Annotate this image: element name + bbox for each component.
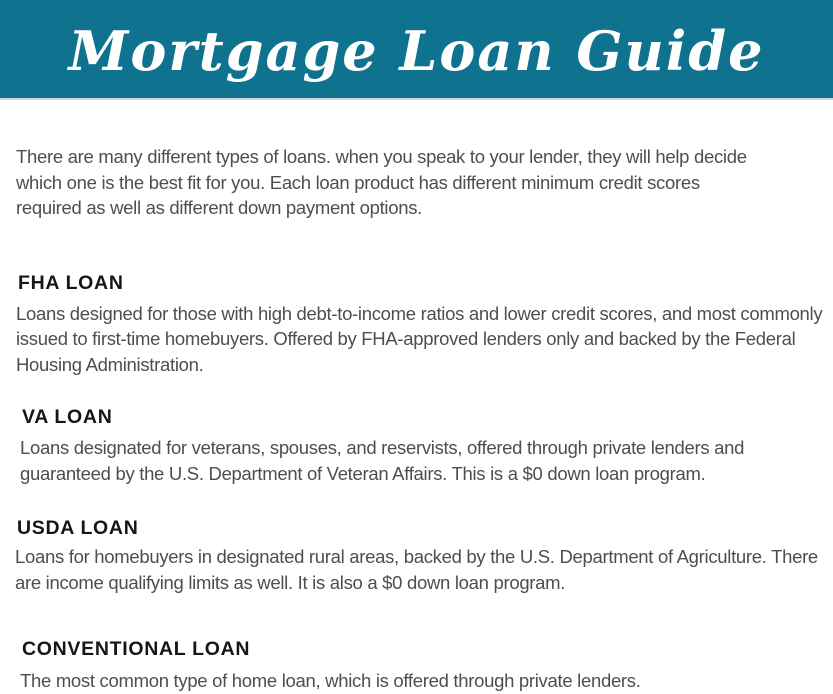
body-line: Housing Administration.: [16, 353, 204, 375]
section-heading-fha: FHA LOAN: [18, 271, 124, 294]
section-heading-va: VA LOAN: [22, 406, 113, 428]
loan-section-fha: [0, 271, 833, 378]
body-line: guaranteed by the U.S. Department of Veteran Affairs. This is a $0 down loan program.: [20, 462, 706, 484]
intro-line: There are many different types of loans. when you speak to your lender, they will help decide: [16, 146, 747, 167]
body-line: Loans designated for veterans, spouses, and reservists, offered through private lenders and: [20, 437, 745, 458]
intro-line: which one is the best fit for you. Each loan product has different minimum credit scores: [16, 171, 700, 193]
loan-section-conventional: [0, 637, 833, 694]
body-line: Loans for homebuyers in designated rural areas, backed by the U.S. Department of Agriculture. There: [15, 546, 818, 567]
body-line: are income qualifying limits as well. It is also a $0 down loan program.: [15, 571, 566, 593]
body-line: issued to first-time homebuyers. Offered by FHA-approved lenders only and backed by the Federal: [16, 328, 796, 349]
section-heading-conventional: CONVENTIONAL LOAN: [22, 638, 251, 660]
header-banner: [0, 0, 833, 100]
intro-paragraph: [16, 144, 833, 221]
section-heading-usda: USDA LOAN: [17, 517, 139, 539]
page-title: Mortgage Loan Guide: [68, 19, 765, 83]
intro-line: required as well as different down payment options.: [16, 197, 422, 218]
section-body-fha: [16, 301, 833, 378]
section-body-conventional: [20, 668, 833, 694]
body-line: Loans designed for those with high debt-to-income ratios and lower credit scores, and most commonly: [16, 302, 823, 324]
loan-section-usda: [0, 516, 833, 595]
section-body-va: [20, 435, 833, 486]
body-line: The most common type of home loan, which is offered through private lenders.: [20, 670, 641, 691]
flyer-body: [0, 144, 833, 694]
loan-section-va: [0, 405, 833, 486]
section-body-usda: [15, 544, 833, 595]
